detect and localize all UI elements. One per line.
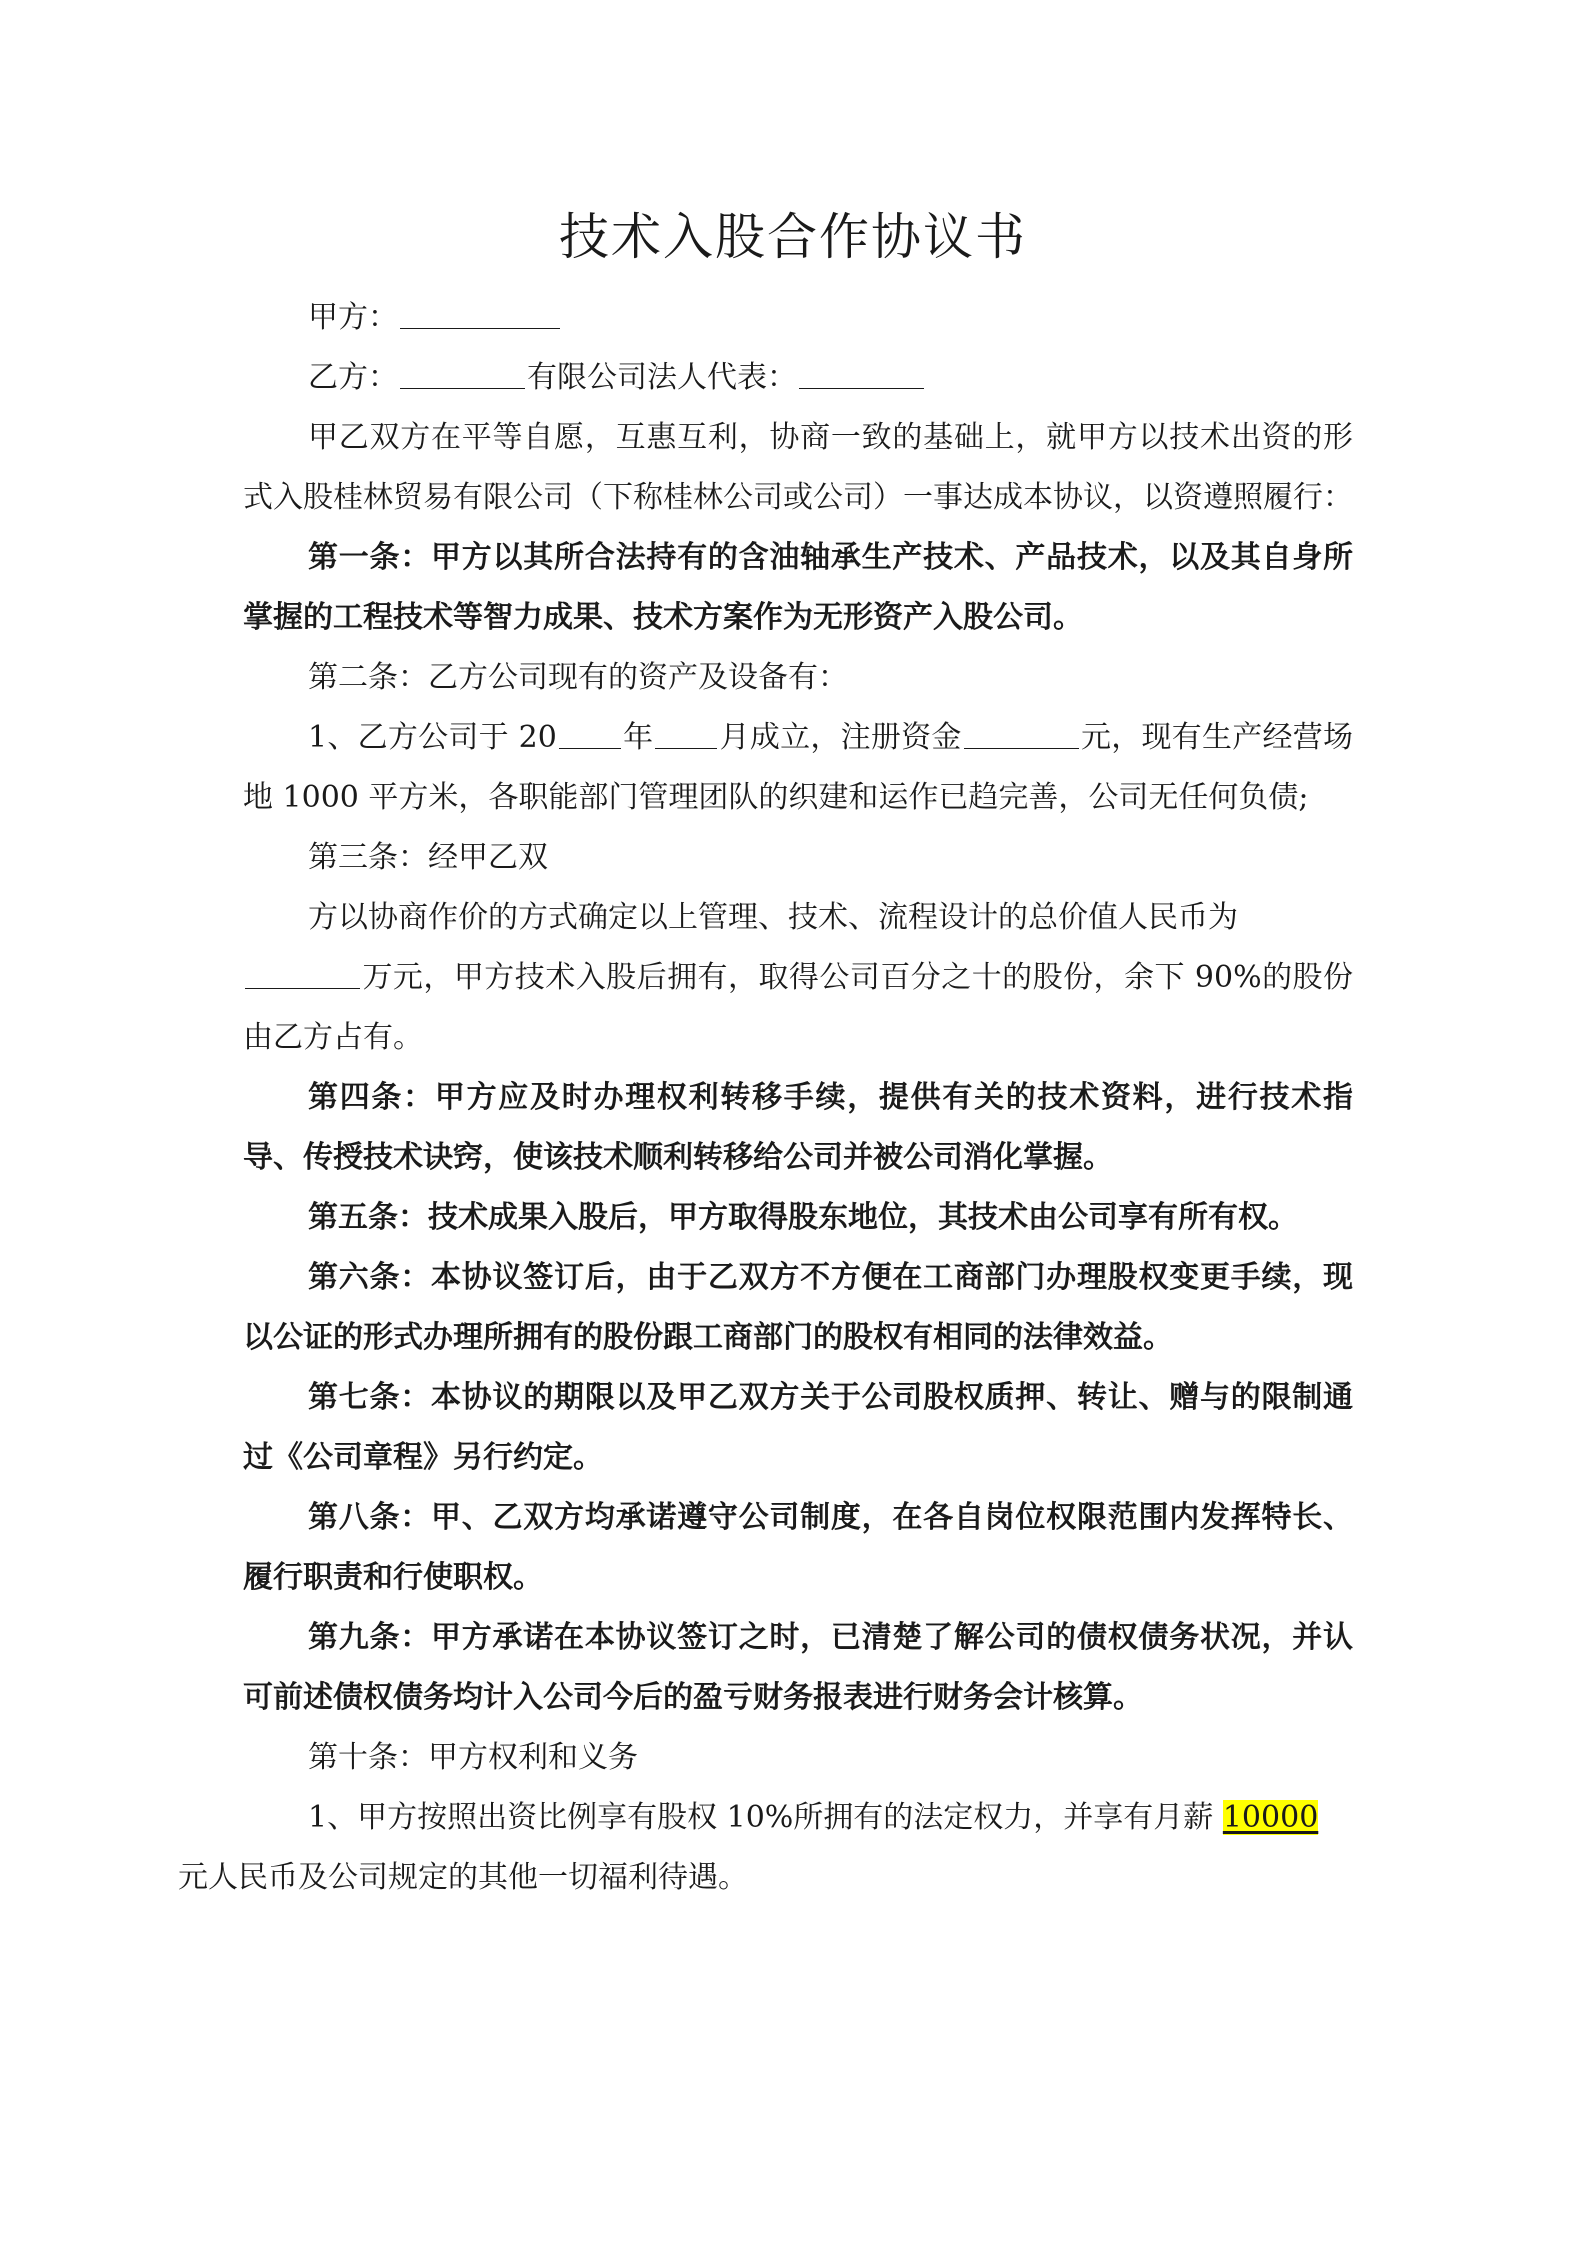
article-2-item-1 [243,708,1353,828]
article-5: 第五条：技术成果入股后，甲方取得股东地位，其技术由公司享有所有权。 [308,1200,1298,1235]
intro-paragraph: 甲乙双方在平等自愿，互惠互利，协商一致的基础上，就甲方以技术出资的形式入股桂林贸易有限公司（下称桂林公司或公司）一事达成本协议，以资遵照履行： [243,420,1353,515]
article-2: 第二条：乙方公司现有的资产及设备有： [308,660,848,695]
article-10-item-1 [178,1788,1353,1908]
article-2-item-1-text-b: 年 [622,720,654,755]
party-a-blank [400,292,560,329]
party-b-line [243,348,1353,408]
document-body [178,288,1354,1908]
article-2-item-1-text-a: 1、乙方公司于 20 [308,720,557,755]
article-4: 第四条：甲方应及时办理权利转移手续，提供有关的技术资料，进行技术指导、传授技术诀窍，使该技术顺利转移给公司并被公司消化掌握。 [243,1080,1353,1175]
party-b-label: 乙方： [308,360,398,395]
article-10: 第十条：甲方权利和义务 [308,1740,638,1775]
article-3-body-text-a: 方以协商作价的方式确定以上管理、技术、流程设计的总价值人民币为 [308,900,1238,935]
monthly-salary-highlight: 10000 [1222,1800,1319,1835]
article-10-item-1-text-b: 元人民币及公司规定的其他一切福利待遇。 [178,1860,748,1895]
article-3-body [243,888,1353,1068]
year-blank [559,712,621,749]
article-10-item-1-text-a: 1、甲方按照出资比例享有股权 10%所拥有的法定权力，并享有月薪 [308,1800,1223,1835]
article-9: 第九条：甲方承诺在本协议签订之时，已清楚了解公司的债权债务状况，并认可前述债权债务均计入公司今后的盈亏财务报表进行财务会计核算。 [243,1620,1353,1715]
article-3-heading: 第三条：经甲乙双 [308,840,548,875]
party-b-representative-blank [799,352,924,389]
total-value-blank [245,952,360,989]
party-b-mid-text: 有限公司法人代表： [527,360,797,395]
capital-blank [964,712,1079,749]
party-a-label: 甲方： [308,300,398,335]
article-1: 第一条：甲方以其所合法持有的含油轴承生产技术、产品技术，以及其自身所掌握的工程技术等智力成果、技术方案作为无形资产入股公司。 [243,540,1353,635]
article-3-body-text-b: 万元，甲方技术入股后拥有，取得公司百分之十的股份，余下 90%的股份由乙方占有。 [243,960,1353,1055]
article-7: 第七条：本协议的期限以及甲乙双方关于公司股权质押、转让、赠与的限制通过《公司章程》另行约定。 [243,1380,1353,1475]
article-2-item-1-text-d: 元，现有生产经营场地 1000 平方米，各职能部门管理团队的织建和运作已趋完善，公司无任何负债; [243,720,1354,815]
article-2-item-1-text-c: 月成立，注册资金 [719,720,962,755]
article-8: 第八条：甲、乙双方均承诺遵守公司制度，在各自岗位权限范围内发挥特长、履行职责和行使职权。 [243,1500,1353,1595]
party-a-line [243,288,1353,348]
document-title: 技术入股合作协议书 [559,208,1027,266]
party-b-company-blank [400,352,525,389]
month-blank [655,712,717,749]
article-6: 第六条：本协议签订后，由于乙双方不方便在工商部门办理股权变更手续，现以公证的形式办理所拥有的股份跟工商部门的股权有相同的法律效益。 [243,1260,1353,1355]
